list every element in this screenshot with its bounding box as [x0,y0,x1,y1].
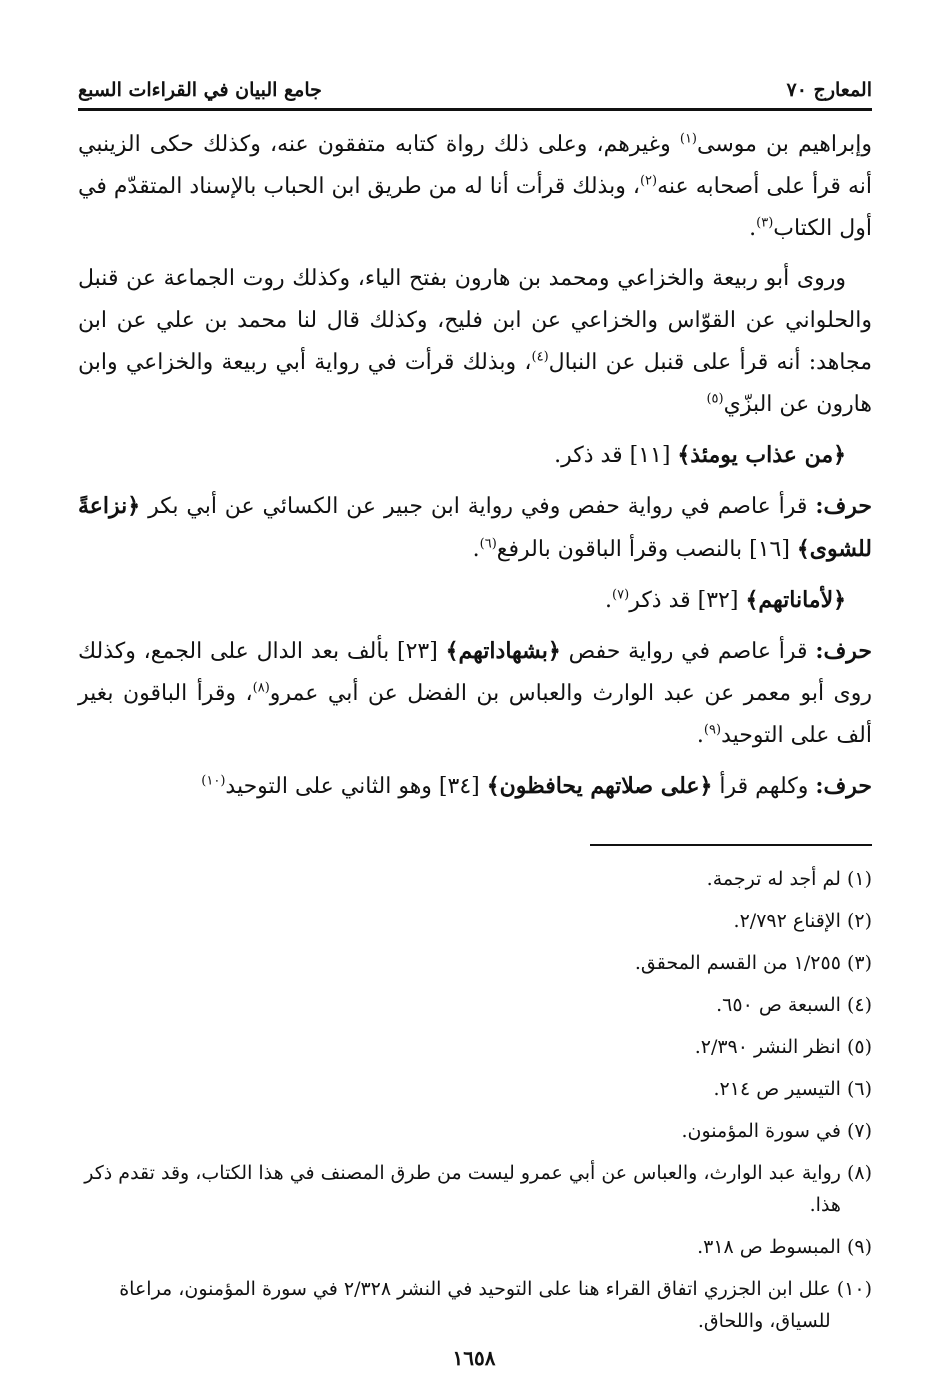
bold-term: ﴿بشهاداتهم﴾ [445,638,561,664]
footnote-text: الإقناع ٢/٧٩٢. [733,910,841,932]
footnote [78,1110,872,1152]
running-header [78,74,872,106]
text-run: . [605,588,613,613]
paragraph [78,485,872,571]
footnote [78,858,872,900]
paragraph [78,258,872,426]
footnote-number: (١٠) [836,1278,872,1300]
footnote [78,1157,872,1221]
footnote-reference: (٤) [531,349,549,365]
header-book-title: جامع البيان في القراءات السبع [78,79,322,101]
text-run: ، وبذلك قرأت في رواية أبي ربيعة والخزاعي وابن هارون عن البزّي [78,350,872,417]
footnotes [78,858,872,1342]
footnote-text: لم أجد له ترجمة. [706,868,841,890]
text-run: [١١] قد ذكر. [554,443,678,468]
footnote-number: (٣) [846,952,872,974]
footnote-reference: (٩) [703,722,722,738]
paragraph [78,124,872,250]
footnote-number: (٢) [846,910,872,932]
footnote-number: (٦) [846,1078,872,1100]
footnote-number: (٥) [846,1036,872,1058]
text-run: ، وبذلك قرأت أنا له من طريق ابن الحباب بالإسناد المتقدّم في أول الكتاب [78,174,872,241]
bold-term: ﴿على صلاتهم يحافظون﴾ [486,773,713,799]
text-run: [٣٤] وهو الثاني على التوحيد [225,774,487,799]
footnote-reference: (٧) [612,587,630,603]
footnote-reference: (٢) [639,173,658,189]
bold-term: حرف: [815,493,872,519]
text-run: [٣٢] قد ذكر [629,588,746,613]
header-chapter: المعارج ٧٠ [786,79,872,101]
footnote-number: (١) [846,868,872,890]
footnote-text: المبسوط ص ٣١٨. [697,1236,841,1258]
paragraph [78,434,872,477]
text-run: ، وقرأ الباقون بغير ألف على التوحيد [78,681,872,748]
header-rule [78,108,872,111]
footnote-reference: (١٠) [201,773,226,789]
text-run: قرأ عاصم في رواية حفص [560,639,816,664]
footnote-text: في سورة المؤمنون. [681,1120,841,1142]
text-run: قرأ عاصم في رواية حفص وفي رواية ابن جبير عن الكسائي عن أبي بكر [140,494,816,519]
footnote-number: (٤) [846,994,872,1016]
text-run: [١٦] بالنصب وقرأ الباقون بالرفع [496,537,797,562]
footnote [78,1273,872,1337]
text-run: وإبراهيم بن موسى [697,132,872,157]
bold-term: ﴿لأماناتهم﴾ [745,587,846,613]
bold-term: حرف: [815,773,872,799]
footnote-reference: (٥) [706,391,724,407]
text-run: وغيرهم، وعلى ذلك رواة كتابه متفقون عنه، وكذلك حكى الزينبي أنه قرأ على أصحابه عنه [78,132,872,199]
bold-term: حرف: [815,638,873,664]
paragraph [78,630,872,757]
footnote [78,1026,872,1068]
footnote-reference: (٦) [479,536,497,552]
footnote-text: رواية عبد الوارث، والعباس عن أبي عمرو ليست من طرق المصنف في هذا الكتاب، وقد تقدم ذكر هذا. [84,1162,841,1216]
page-number: ١٦٥٨ [452,1346,496,1370]
footnote [78,942,872,984]
main-text [78,124,872,816]
footnote-rule [590,844,872,846]
footnote-text: انظر النشر ٢/٣٩٠. [694,1036,841,1058]
paragraph [78,579,872,622]
footnote [78,984,872,1026]
paragraph [78,765,872,808]
text-run: . [696,723,704,748]
footnote-text: علل ابن الجزري اتفاق القراء هنا على التوحيد في النشر ٢/٣٢٨ في سورة المؤمنون، مراعاة للسياق، واللحاق. [119,1278,831,1332]
bold-term: ﴿نزاعةً للشوى﴾ [78,493,872,562]
footnote-number: (٨) [846,1162,872,1184]
footnote [78,900,872,942]
text-run: . [472,537,480,562]
text-run: . [749,216,757,241]
footnote-number: (٩) [846,1236,872,1258]
footnote-text: السبعة ص ٦٥٠. [716,994,841,1016]
footnote-number: (٧) [846,1120,872,1142]
footnote [78,1068,872,1110]
footnote-reference: (٣) [756,215,774,231]
footnote-reference: (٨) [252,680,270,696]
footnote-reference: (١) [679,131,697,147]
text-run: [٢٣] بألف بعد الدال على الجمع، وكذلك روى أبو معمر عن عبد الوارث والعباس بن الفضل عن أبي عمرو [78,639,873,706]
text-run: وكلهم قرأ [712,774,816,799]
text-run: وروى أبو ربيعة والخزاعي ومحمد بن هارون بفتح الياء، وكذلك روت الجماعة عن قنبل والحلواني عن القوّاس والخزاعي عن ابن فليح، وكذلك قال لنا محمد بن علي عن ابن مجاهد: أنه قرأ على قنبل عن النبال [78,266,872,375]
footnote-text: ١/٢٥٥ من القسم المحقق. [634,952,841,974]
footnote [78,1226,872,1268]
bold-term: ﴿من عذاب يومئذ﴾ [677,442,846,468]
footnote-text: التيسير ص ٢١٤. [713,1078,841,1100]
